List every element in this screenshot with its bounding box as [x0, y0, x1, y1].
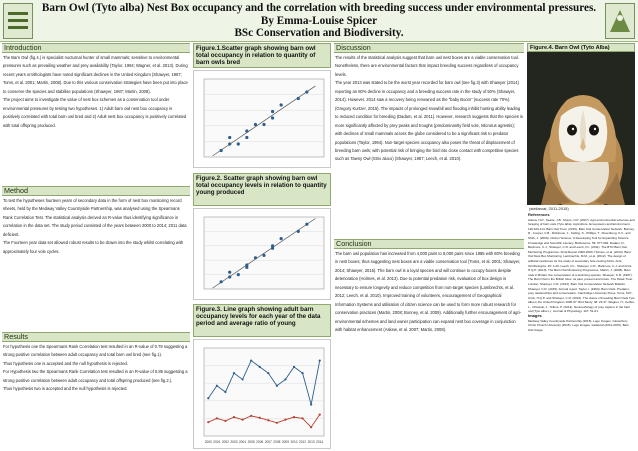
- series-1-point: [233, 372, 235, 374]
- series-1-point: [284, 378, 286, 380]
- x-tick-label: 2004: [239, 440, 247, 444]
- series-2-point: [216, 417, 218, 419]
- x-tick-label: 2003: [230, 440, 238, 444]
- images-text: Medway Valley Countryside Partnership (2015). Logo Images. Canterbury Christ Church University (2015). Logo Images. stellarcat (2011-2015). Barn Owl image.: [528, 318, 630, 332]
- figure-1-caption: Figure.1.Scatter graph showing barn owl total occupancy in relation to quantity of barn owls bred: [193, 43, 331, 68]
- figure-2-caption: Figure.2. Scatter graph showing barn owl total occupancy levels in relation to quantity young produced: [193, 173, 331, 206]
- data-point: [305, 90, 308, 93]
- x-tick-label: 2012: [299, 440, 307, 444]
- barn-owl-photo: [527, 52, 635, 205]
- series-2-point: [250, 415, 252, 417]
- series-2-point: [207, 421, 209, 423]
- conclusion-text: [335, 250, 523, 449]
- data-point: [280, 103, 283, 106]
- data-point: [228, 271, 231, 274]
- data-point: [271, 110, 274, 113]
- series-2-point: [276, 422, 278, 424]
- data-point: [220, 280, 223, 283]
- data-point: [237, 142, 240, 145]
- data-point: [271, 244, 274, 247]
- x-tick-label: 2002: [221, 440, 229, 444]
- data-point: [280, 237, 283, 240]
- data-point: [228, 142, 231, 145]
- data-point: [271, 116, 274, 119]
- conclusion-paragraph-1: The barn owl population has increased from 4,000 pairs to 9,000 pairs since 1985 with 80% breeding in nest boxes; thus suggesting nest boxes are a viable conservation tool (Toms, et al. 2001; Shawyer, 2014; Shawyer, 2015). The barn owl is a loyal species and will continue to occupy boxes despite deterioration (Holmes, et al. 2013). Due to potential predation risk, evaluation of box design is necessary to ensure longevity and reduce competition from non-target species (Lambrechts, et al. 2012; Leech, et al. 2010). Improved training of volunteers, encouragement of Geographical Information Systems and utilisation of citizen science can be used to form more robust research for conservation practices (Martin, 2008; Bonney, et al. 2009). Additionally further encouragement of agri-environmental schemes and land owner participation can expand nest box coverage in conjunction with habitat enhancement (Askew, et al. 2007; Martin, 2008).: [335, 251, 522, 333]
- series-1-point: [224, 391, 226, 393]
- poster-title: [40, 2, 598, 40]
- figure-2-chart: [193, 208, 331, 300]
- series-1-point: [319, 359, 321, 361]
- results-paragraph-4: Thus hypothesis two is accepted and the null hypothesis is rejected.: [3, 386, 128, 392]
- results-text: [3, 343, 189, 449]
- title-line-1: Barn Owl (Tyto alba) Nest Box occupancy and the correlation with breeding success under environmental pressures.: [41, 2, 597, 14]
- results-paragraph-1: For hypothesis one the Spearmans Rank Correlation test resulted in an R-value of 0.79 suggesting a strong positive correlation between adult occupancy and total barn owl bred (see fig.1).: [3, 344, 188, 358]
- x-tick-label: 2007: [264, 440, 272, 444]
- series-2-point: [259, 417, 261, 419]
- conclusion-heading: Conclusion: [334, 239, 524, 249]
- method-heading: Method: [2, 186, 190, 196]
- x-tick-label: 2005: [247, 440, 255, 444]
- discussion-heading: Discussion: [334, 43, 524, 53]
- method-paragraph-1: To test the hypotheses fourteen years of secondary data in the form of nest box monitoring record sheets, held by the Medway Valley Countryside Partnership, was analysed using the Spearmans Rank Correlation Test. The statistical analysis derived an R-value thus identifying significance in correlation in the data set. The study period consisted of the years between 2000 to 2014; 2011 data deficient.: [3, 198, 187, 237]
- author-line: By Emma-Louise Spicer: [260, 14, 378, 27]
- references-block: [528, 213, 635, 449]
- data-point: [220, 149, 223, 152]
- series-2-point: [284, 419, 286, 421]
- figure-4-credit: (stellarcat, 2011-2015): [529, 206, 569, 211]
- series-1-point: [310, 403, 312, 405]
- figure-3-caption: Figure.3. Line graph showing adult barn occupancy levels for each year of the data period and average ratio of young: [193, 304, 331, 337]
- data-point: [262, 254, 265, 257]
- x-tick-label: 2008: [273, 440, 281, 444]
- series-2-point: [310, 426, 312, 428]
- references-heading: References: [528, 213, 550, 217]
- series-1-point: [250, 359, 252, 361]
- course-line: BSc Conservation and Biodiversity.: [234, 27, 404, 39]
- x-tick-label: 2001: [213, 440, 221, 444]
- introduction-heading: Introduction: [2, 43, 190, 53]
- references-text: Askew, N.P., Searle, J.B., Moore, N.P. (2007). Agri-environmental schemes and foraging of barn owls (Tyto alba). Agriculture, Ecosystems and Environment. 118:109-114. Barn Owl Trust. (2015). Barn Owl Conservation Network. Bonney, R., Cooper, C.B., Dickinson, J., Kelling, S., Phillips, T., Rosenberg, K.V., and Shirk, J. (2009). Citizen Science: A Developing Tool for Expanding Science Knowledge and Scientific Literacy. BioScience. 59: 977-984. Dadam, D., Barimore, C.J., Shawyer, C.R. and Leech, D.I. (2011). The BTO Barn Owl Monitoring Programme: Final Report 2000-2009. Holmes, et al. (2013). Barn Owl Nest Box Monitoring. Lambrechts, M.M., et al. (2012). The design of artificial nestboxes for the study of secondary hole-nesting birds. Acta Ornithologica. 45: 1-26. Leech, D.I., Shawyer, C.R., Barimore, C.J. and Crick, H.Q.P. (2010). The Barn Owl Monitoring Programme. Martin, J. (2008). Barn owls in Britain: the conservation of a declining species. Shawyer, C.R. (1987). The Barn Owl in the British Isles: its past, present and future. The Hawk Trust, London. Shawyer, C.R. (2014). Barn Owl Conservation Network Bulletin. Shawyer, C.R. (2015). Annual report. Taylor, I. (1994). Barn Owls: Predator-prey relationships and conservation. Cambridge University Press. Toms, M.P., Crick, H.Q.P. and Shawyer, C.R. (2001). The status of breeding Barn Owls Tyto alba in the United Kingdom 1995-97. Bird Study. 48: 23-37. Wagner, H., Kettler, L., Orlowski, J., Tellers, P. (2013). Neuroethology of prey capture in the barn owl (Tyto alba L.). Journal of Physiology. 107: 51-61.: [528, 217, 635, 314]
- series-1-point: [276, 385, 278, 387]
- series-1-point: [301, 372, 303, 374]
- x-tick-label: 2000: [204, 440, 212, 444]
- figure-1-svg: [194, 71, 330, 167]
- figure-2-svg: [194, 209, 330, 299]
- poster-header: [0, 0, 638, 42]
- series-1-point: [207, 397, 209, 399]
- data-point: [297, 97, 300, 100]
- discussion-text: [335, 54, 523, 234]
- data-point: [245, 136, 248, 139]
- series-1-point: [241, 378, 243, 380]
- x-tick-label: 2013: [307, 440, 315, 444]
- discussion-paragraph-2: The year 2013 was stated to be the worst year recorded for barn owl (see fig.3) with Shawyer (2014) reporting an 80% decline in occupancy and a breeding success rate in the study of 50% (Shawyer, 2014). However, 2014 saw a recovery being renowned as the "baby Boom" (success rate 70%). (Gregory Kurtzer, 2015). The impacts of prolonged snowfall and flooding inhibit hunting ability leading to reduced condition for breeding (Dadam, et al. 2011). However, research suggests that the species is more significantly affected by prey peaks and troughs (predominantly field vole, Microtus agrestis); with declines of small mammals across the globe considered to be a significant risk to predator populations (Taylor, 1994). Non-target species occupancy also poses the threat of displacement of breeding barn owls; with potential risk of bringing the bird into close contact with competitive species such as Tawny Owl (Strix aluco) (Shawyer, 1987; Leech, et al. 2010).: [335, 80, 523, 162]
- series-1-point: [293, 366, 295, 368]
- figure-4-caption: Figure.4. Barn Owl (Tyto Alba): [527, 43, 635, 52]
- data-point: [254, 123, 257, 126]
- introduction-text: [3, 54, 189, 182]
- introduction-paragraph-1: The Barn Owl (fig.4.) is specialist nocturnal hunter of small mammals; sensitive to environmental pressures such as prevailing weather and prey availability (Taylor, 1994; Wagner, et al. 2013). During recent years ornithologists have noted significant declines in the United Kingdom (Shawyer, 1987; Toms, et al. 2001; Martin, 2008). Due to this various conservation strategies have been put into place to conserve the species and stabilise populations (Shawyer, 1987; Martin, 2008).: [3, 55, 188, 94]
- results-paragraph-3: For Hypothesis two the Spearmans Rank Correlation test resulted in an R-value of 0.85 suggesting a strong positive correlation between adult occupancy and total offspring produced (see fig.2.).: [3, 369, 188, 383]
- university-logo: [3, 3, 33, 39]
- series-1-point: [216, 385, 218, 387]
- partner-logo: [605, 3, 635, 39]
- x-tick-label: 2014: [316, 440, 324, 444]
- data-point: [262, 123, 265, 126]
- introduction-paragraph-2: The project aims to investigate the value of nest box schemes as a conservation tool under environmental pressures by testing two hypotheses. 1) Adult barn owl nest box occupancy is positively correlated with total barn owl bred and 2) Adult nest box occupancy is positively correlated with total offspring produced.: [3, 97, 187, 128]
- barn-owl-illustration: [527, 52, 635, 205]
- series-2-point: [267, 419, 269, 421]
- x-tick-label: 2010: [290, 440, 298, 444]
- series-2-point: [241, 419, 243, 421]
- data-point: [237, 273, 240, 276]
- series-1-point: [267, 372, 269, 374]
- series-2-point: [224, 420, 226, 422]
- series-2-point: [293, 416, 295, 418]
- images-heading: Images: [528, 313, 542, 319]
- series-2-point: [233, 416, 235, 418]
- data-point: [245, 129, 248, 132]
- data-point: [254, 256, 257, 259]
- figure-3-chart: [193, 339, 331, 449]
- results-paragraph-2: Thus hypothesis one is accepted and the null hypothesis is rejected.: [3, 360, 128, 366]
- data-point: [228, 136, 231, 139]
- figure-3-svg: [194, 340, 330, 448]
- x-tick-label: 2009: [281, 440, 289, 444]
- plot-area: [204, 348, 324, 436]
- data-point: [305, 223, 308, 226]
- data-point: [245, 266, 248, 269]
- data-point: [228, 275, 231, 278]
- series-2-point: [319, 414, 321, 416]
- figure-1-chart: [193, 70, 331, 168]
- data-point: [297, 230, 300, 233]
- series-1-point: [259, 366, 261, 368]
- series-2-point: [301, 417, 303, 419]
- discussion-paragraph-1: The results of the statistical analysis suggest that barn owl nest boxes are a viable conservation tool. Nonetheless, there are environmental factors that impact breeding success regardless of occupancy levels.: [335, 55, 520, 77]
- method-paragraph-2: The Fourteen year data set allowed robust results to be drawn into the study whilst correlating with approximately four vole cycles.: [3, 240, 184, 254]
- results-heading: Results: [2, 332, 190, 342]
- x-tick-label: 2006: [256, 440, 264, 444]
- method-text: [3, 197, 189, 325]
